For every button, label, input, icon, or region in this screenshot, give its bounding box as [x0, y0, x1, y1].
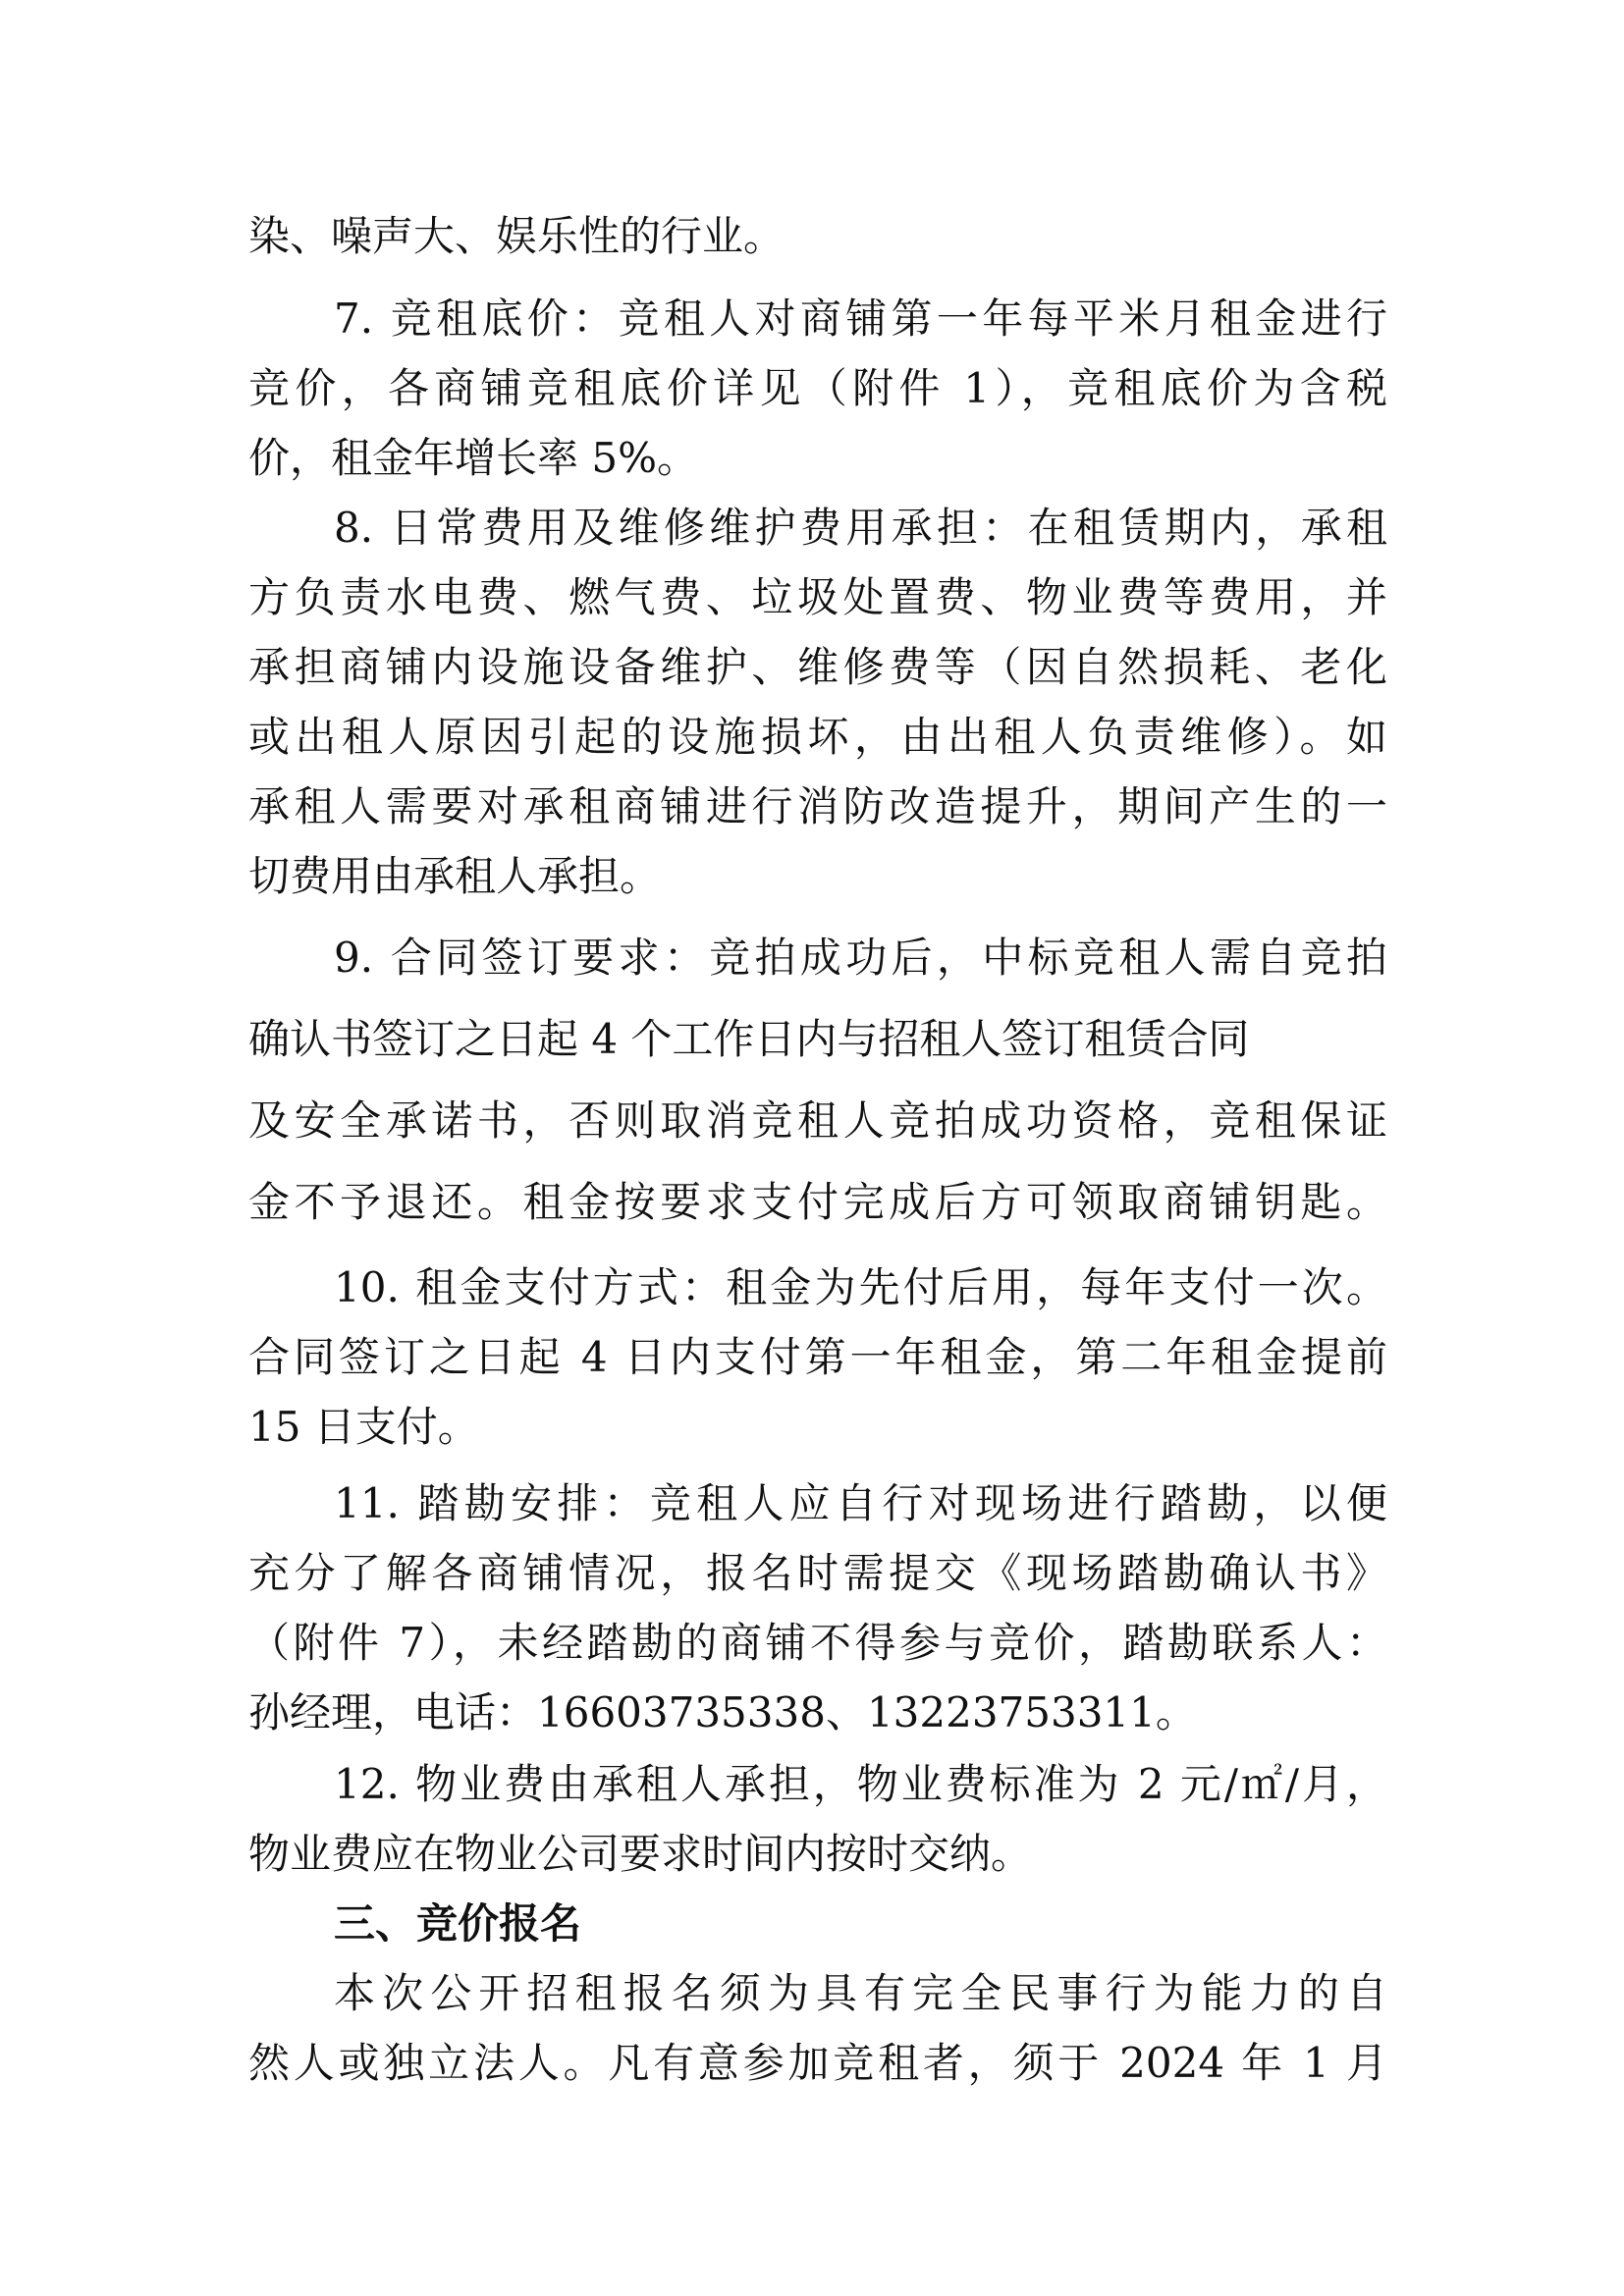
text-line-4: 价，租金年增长率 5%。: [248, 434, 698, 482]
text-line-3: 竞价，各商铺竞租底价详见（附件 1），竞租底价为含税: [248, 364, 1387, 412]
section-heading-3: 三、竞价报名: [334, 1899, 582, 1948]
text-line-25: 本次公开招租报名须为具有完全民事行为能力的自: [334, 1969, 1387, 2017]
text-line-11: 9. 合同签订要求：竞拍成功后，中标竞租人需自竞拍: [334, 934, 1387, 982]
text-line-7: 承担商铺内设施设备维护、维修费等（因自然损耗、老化: [248, 643, 1387, 691]
text-line-5: 8. 日常费用及维修维护费用承担：在租赁期内，承租: [334, 504, 1387, 552]
text-line-16: 合同签订之日起 4 日内支付第一年租金，第二年租金提前: [248, 1333, 1387, 1381]
text-line-13: 及安全承诺书，否则取消竞租人竞拍成功资格，竞租保证: [248, 1096, 1387, 1145]
text-line-9: 承租人需要对承租商铺进行消防改造提升，期间产生的一: [248, 782, 1387, 830]
text-line-1: 染、噪声大、娱乐性的行业。: [248, 212, 785, 260]
text-line-19: 充分了解各商铺情况，报名时需提交《现场踏勘确认书》: [248, 1549, 1387, 1597]
text-line-15: 10. 租金支付方式：租金为先付后用，每年支付一次。: [334, 1263, 1387, 1311]
text-line-8: 或出租人原因引起的设施损坏，由出租人负责维修）。如: [248, 713, 1387, 761]
text-line-2: 7. 竞租底价：竞租人对商铺第一年每平米月租金进行: [334, 294, 1387, 343]
text-line-22: 12. 物业费由承租人承担，物业费标准为 2 元/㎡/月，: [334, 1760, 1387, 1808]
text-line-18: 11. 踏勘安排：竞租人应自行对现场进行踏勘，以便: [334, 1479, 1387, 1527]
text-line-20: （附件 7），未经踏勘的商铺不得参与竞价，踏勘联系人：: [248, 1619, 1387, 1667]
text-line-12: 确认书签订之日起 4 个工作日内与招租人签订租赁合同: [248, 1015, 1250, 1063]
text-line-14: 金不予退还。租金按要求支付完成后方可领取商铺钥匙。: [248, 1178, 1387, 1226]
text-line-10: 切费用由承租人承担。: [248, 852, 662, 900]
text-line-6: 方负责水电费、燃气费、垃圾处置费、物业费等费用，并: [248, 573, 1387, 621]
text-line-26: 然人或独立法人。凡有意参加竞租者，须于 2024 年 1 月: [248, 2039, 1387, 2087]
text-line-17: 15 日支付。: [248, 1403, 479, 1451]
text-line-21: 孙经理，电话：16603735338、13223753311。: [248, 1688, 1197, 1736]
text-line-23: 物业费应在物业公司要求时间内按时交纳。: [248, 1830, 1033, 1878]
